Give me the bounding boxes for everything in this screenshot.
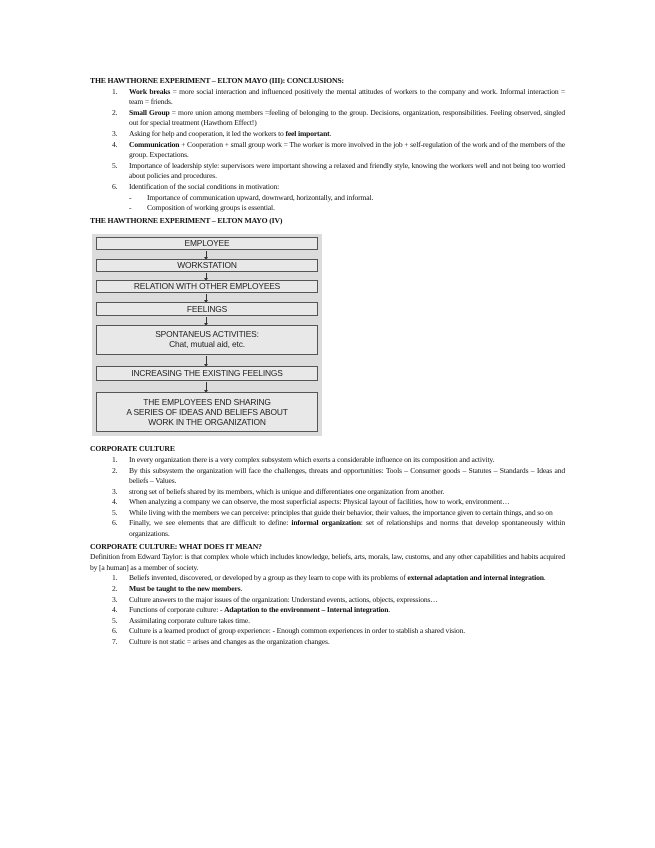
list-item: 1. In every organization there is a very complex subsystem which exerts a considerable influence on its composition and activity.	[112, 454, 495, 464]
down-arrow-icon	[206, 251, 207, 258]
list-item: 5. While living with the members we can perceive: principles that guide their behavior, their values, the importance given to certain things, and so on	[112, 507, 553, 517]
definition-paragraph: Definition from Edward Taylor: is that complex whole which includes knowledge, beliefs, arts, morals, law, customs, and any other capabilities and habits acquired by [a human] as a member of society.	[90, 552, 565, 572]
corporate-culture-list	[90, 455, 565, 540]
list-item: 3. strong set of beliefs shared by its members, which is unique and differentiates one organization from another.	[112, 486, 445, 496]
document-page	[90, 76, 565, 648]
down-arrow-icon	[206, 317, 207, 324]
list-item: 4. Communication + Cooperation + small group work = The worker is more involved in the job + self-regulation of the work and of the members of the group. Expectations.	[112, 139, 565, 160]
list-item: 5. Importance of leadership style: supervisors were important showing a relaxed and friendly style, knowing the workers well and not being too worried about policies and procedures.	[112, 160, 565, 181]
down-arrow-icon	[206, 356, 207, 365]
down-arrow-icon	[206, 294, 207, 301]
list-item: 3. Asking for help and cooperation, it led the workers to feel important.	[112, 128, 332, 138]
diagram-box-relation: RELATION WITH OTHER EMPLOYEES	[96, 280, 318, 293]
list-item: 6. Finally, we see elements that are difficult to define: informal organization: set of relationships and norms that develop spontaneously within organizations.	[112, 518, 565, 539]
diagram-box-increasing: INCREASING THE EXISTING FEELINGS	[96, 366, 318, 381]
section-title-what-does-it-mean: CORPORATE CULTURE: WHAT DOES IT MEAN?	[90, 541, 262, 551]
sub-item: - Composition of working groups is essential.	[129, 203, 275, 213]
list-item: 1. Beliefs invented, discovered, or developed by a group as they learn to cope with its problems of external adaptation and internal integration.	[112, 573, 546, 583]
list-item: 4. Functions of corporate culture: - Adaptation to the environment – Internal integration.	[112, 605, 391, 615]
conclusions-list	[90, 87, 565, 193]
down-arrow-icon	[206, 382, 207, 391]
section-title-corporate-culture: CORPORATE CULTURE	[90, 444, 175, 454]
list-item: 6. Culture is a learned product of group experience: - Enough common experiences in order to stablish a shared vision.	[112, 626, 465, 636]
list-item: 2. Small Group = more union among members =feeling of belonging to the group. Decisions, organization, responsibilities. Feeling observed, singled out for special treatment (Hawthorn Effect!)	[112, 107, 565, 128]
list-item: 7. Culture is not static = arises and changes as the organization changes.	[112, 637, 330, 646]
sub-item: - Importance of communication upward, downward, horizontally, and informal.	[129, 192, 374, 202]
section-title-diagram: THE HAWTHORNE EXPERIMENT – ELTON MAYO (IV)	[90, 215, 283, 225]
section-title-conclusions: THE HAWTHORNE EXPERIMENT – ELTON MAYO (III): CONCLUSIONS:	[90, 76, 344, 85]
diagram-box-workstation: WORKSTATION	[96, 259, 318, 272]
down-arrow-icon	[206, 273, 207, 279]
list-item: 4. When analyzing a company we can observe, the most superficial aspects: Physical layout of facilities, how to work, environment…	[112, 497, 510, 507]
list-item: 6. Identification of the social conditions in motivation:	[112, 181, 280, 191]
diagram-box-feelings: FEELINGS	[96, 302, 318, 316]
list-item: 2. By this subsystem the organization will face the challenges, threats and opportunities: Tools – Consumer goods – Statutes – Standards – Ideas and beliefs – Values.	[112, 465, 565, 486]
list-item: 3. Culture answers to the major issues of the organization: Understand events, actions, objects, expressions…	[112, 594, 438, 604]
list-item: 1. Work breaks = more social interaction and influenced positively the mental attitudes of workers to the company and work. Informal interaction = team = friends.	[112, 86, 565, 107]
diagram-box-employee: EMPLOYEE	[96, 237, 318, 250]
meaning-list	[90, 573, 565, 647]
diagram-box-spontaneous: SPONTANEUS ACTIVITIES: Chat, mutual aid, etc.	[96, 325, 318, 355]
diagram-box-sharing: THE EMPLOYEES END SHARING A SERIES OF IDEAS AND BELIEFS ABOUT WORK IN THE ORGANIZATION	[96, 392, 318, 432]
hawthorne-flow-diagram	[92, 234, 322, 436]
list-item: 5. Assimilating corporate culture takes time.	[112, 615, 250, 625]
list-item: 2. Must be taught to the new members.	[112, 584, 243, 594]
